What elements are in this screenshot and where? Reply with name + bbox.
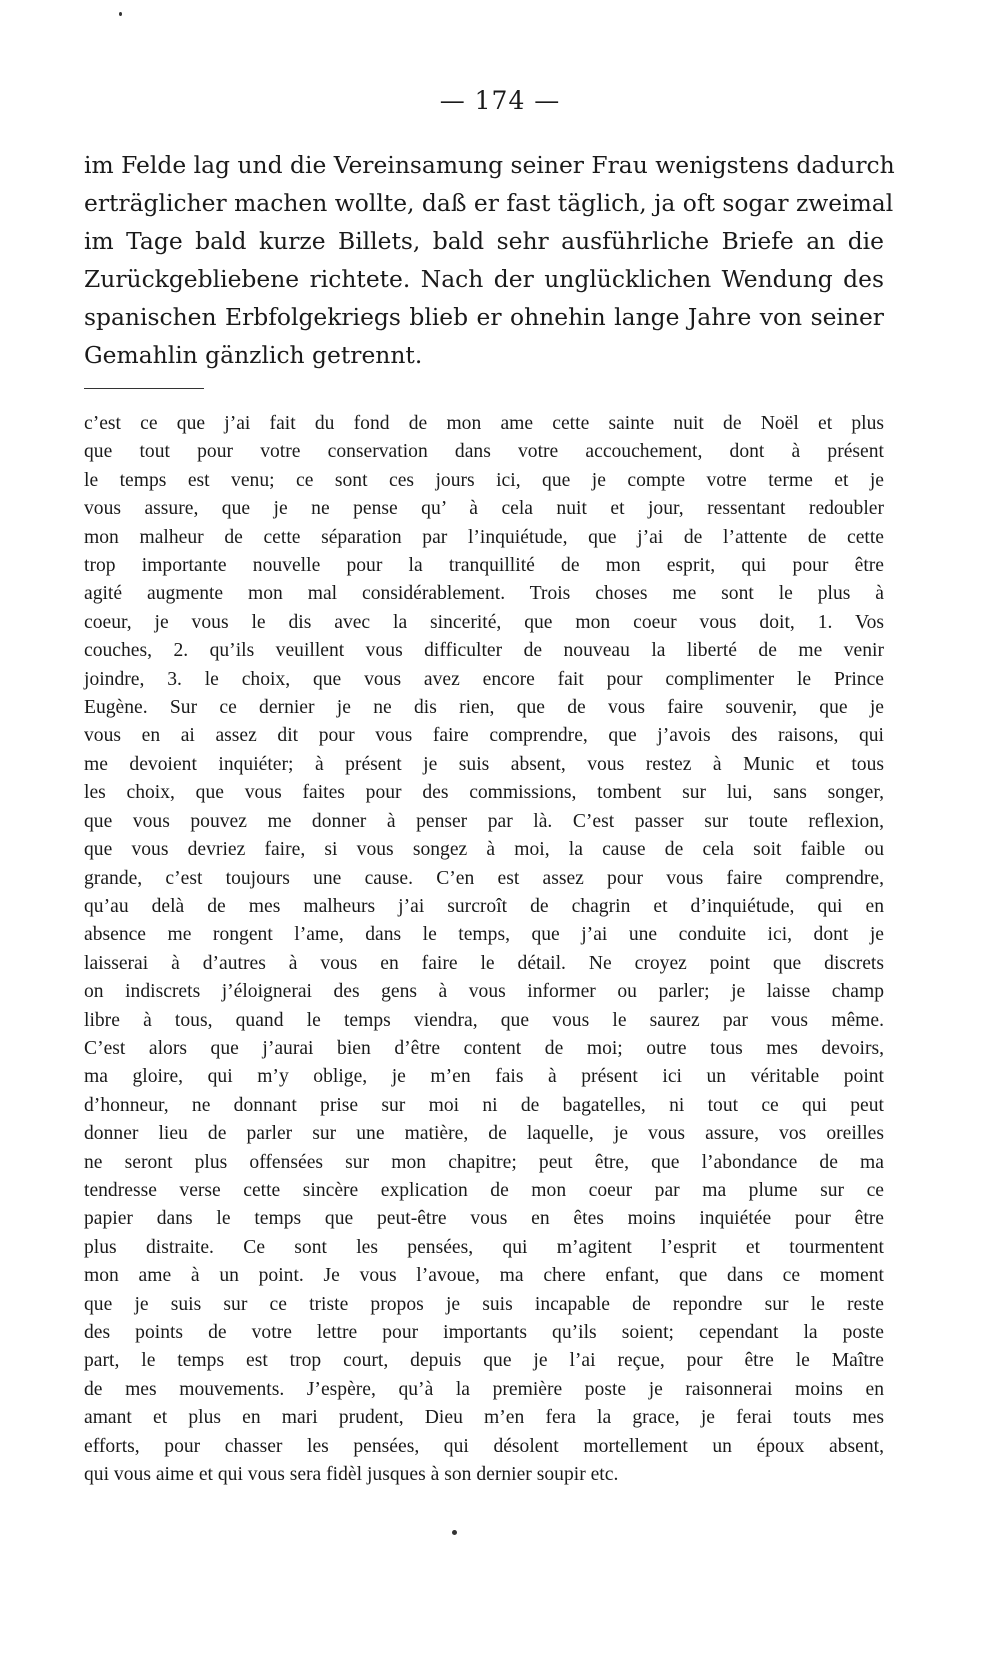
text-line: Zurückgebliebene richtete. Nach der unglücklichen Wendung des bbox=[84, 265, 884, 293]
footnote-text-french bbox=[84, 410, 884, 1489]
footnote-line: libre à tous, quand le temps viendra, que vous le saurez par vous même. bbox=[84, 1009, 884, 1031]
footnote-line: le temps est venu; ce sont ces jours ici, que je compte votre terme et je bbox=[84, 469, 884, 491]
footnote-line: c’est ce que j’ai fait du fond de mon ame cette sainte nuit de Noël et plus bbox=[84, 413, 884, 434]
footnote-line: amant et plus en mari prudent, Dieu m’en fera la grace, je ferai touts mes bbox=[84, 1407, 884, 1429]
footnote-line: C’est alors que j’aurai bien d’être content de moi; outre tous mes devoirs, bbox=[84, 1037, 884, 1059]
print-speck-bottom bbox=[452, 1530, 457, 1535]
footnote-line: des points de votre lettre pour importants qu’ils soient; cependant la poste bbox=[84, 1322, 884, 1343]
footnote-line: que je suis sur ce triste propos je suis incapable de repondre sur le reste bbox=[84, 1293, 884, 1315]
footnote-line: d’honneur, ne donnant prise sur moi ni de bagatelles, ni tout ce qui peut bbox=[84, 1094, 884, 1116]
text-line: spanischen Erbfolgekriegs blieb er ohnehin lange Jahre von seiner bbox=[84, 303, 884, 331]
text-line: im Tage bald kurze Billets, bald sehr ausführliche Briefe an die bbox=[84, 227, 884, 255]
footnote-line: plus distraite. Ce sont les pensées, qui m’agitent l’esprit et tourmentent bbox=[84, 1236, 884, 1258]
footnote-line: on indiscrets j’éloignerai des gens à vous informer ou parler; je laisse champ bbox=[84, 981, 884, 1003]
footnote-line: donner lieu de parler sur une matière, de laquelle, je vous assure, vos oreilles bbox=[84, 1123, 884, 1145]
footnote-line: qui vous aime et qui vous sera fidèl jusques à son dernier soupir etc. bbox=[84, 1464, 619, 1486]
footnote-line: agité augmente mon mal considérablement. Trois choses me sont le plus à bbox=[84, 583, 884, 605]
footnote-line: ma gloire, qui m’y oblige, je m’en fais à présent ici un véritable point bbox=[84, 1066, 884, 1088]
footnote-line: efforts, pour chasser les pensées, qui désolent mortellement un époux absent, bbox=[84, 1435, 884, 1457]
footnote-line: vous assure, que je ne pense qu’ à cela nuit et jour, ressentant redoubler bbox=[84, 498, 884, 520]
footnote-line: que tout pour votre conservation dans votre accouchement, dont à présent bbox=[84, 441, 884, 463]
text-line: Gemahlin gänzlich getrennt. bbox=[84, 341, 423, 369]
footnote-line: de mes mouvements. J’espère, qu’à la première poste je raisonnerai moins en bbox=[84, 1378, 884, 1400]
footnote-line: coeur, je vous le dis avec la sincerité, que mon coeur vous doit, 1. Vos bbox=[84, 611, 884, 633]
footnote-line: que vous devriez faire, si vous songez à moi, la cause de cela soit faible ou bbox=[84, 839, 884, 861]
footnote-line: papier dans le temps que peut-être vous en êtes moins inquiétée pour être bbox=[84, 1208, 884, 1230]
footnote-line: laisserai à d’autres à vous en faire le détail. Ne croyez point que discrets bbox=[84, 952, 884, 974]
footnote-line: joindre, 3. le choix, que vous avez encore fait pour complimenter le Prince bbox=[84, 668, 884, 690]
footnote-line: me devoient inquiéter; à présent je suis absent, vous restez à Munic et tous bbox=[84, 753, 884, 775]
text-line: erträglicher machen wollte, daß er fast täglich, ja oft sogar zweimal bbox=[84, 189, 894, 217]
footnote-line: part, le temps est trop court, depuis que je l’ai reçue, pour être le Maître bbox=[84, 1350, 884, 1372]
footnote-line: mon ame à un point. Je vous l’avoue, ma chere enfant, que dans ce moment bbox=[84, 1265, 884, 1287]
footnote-line: vous en ai assez dit pour vous faire comprendre, que j’avois des raisons, qui bbox=[84, 725, 884, 747]
footnote-line: Eugène. Sur ce dernier je ne dis rien, que de vous faire souvenir, que je bbox=[84, 697, 884, 719]
text-line: im Felde lag und die Vereinsamung seiner Frau wenigstens dadurch bbox=[84, 151, 895, 179]
footnote-line: tendresse verse cette sincère explication de mon coeur par ma plume sur ce bbox=[84, 1179, 884, 1201]
footnote-line: que vous pouvez me donner à penser par là. C’est passer sur toute reflexion, bbox=[84, 810, 884, 832]
footnote-line: grande, c’est toujours une cause. C’en est assez pour vous faire comprendre, bbox=[84, 867, 884, 889]
footnote-line: trop importante nouvelle pour la tranquillité de mon esprit, qui pour être bbox=[84, 555, 884, 577]
print-speck-top bbox=[119, 12, 122, 16]
footnote-divider bbox=[84, 388, 204, 389]
main-text-german bbox=[84, 146, 895, 374]
footnote-line: qu’au delà de mes malheurs j’ai surcroît de chagrin et d’inquiétude, qui en bbox=[84, 895, 884, 917]
footnote-line: absence me rongent l’ame, dans le temps, que j’ai une conduite ici, dont je bbox=[84, 924, 884, 946]
footnote-line: mon malheur de cette séparation par l’inquiétude, que j’ai de l’attente de cette bbox=[84, 526, 884, 548]
footnote-line: les choix, que vous faites pour des commissions, tombent sur lui, sans songer, bbox=[84, 782, 884, 804]
page-number: — 174 — bbox=[439, 86, 561, 115]
footnote-line: ne seront plus offensées sur mon chapitre; peut être, que l’abondance de ma bbox=[84, 1151, 884, 1173]
footnote-line: couches, 2. qu’ils veuillent vous difficulter de nouveau la liberté de me venir bbox=[84, 640, 884, 662]
